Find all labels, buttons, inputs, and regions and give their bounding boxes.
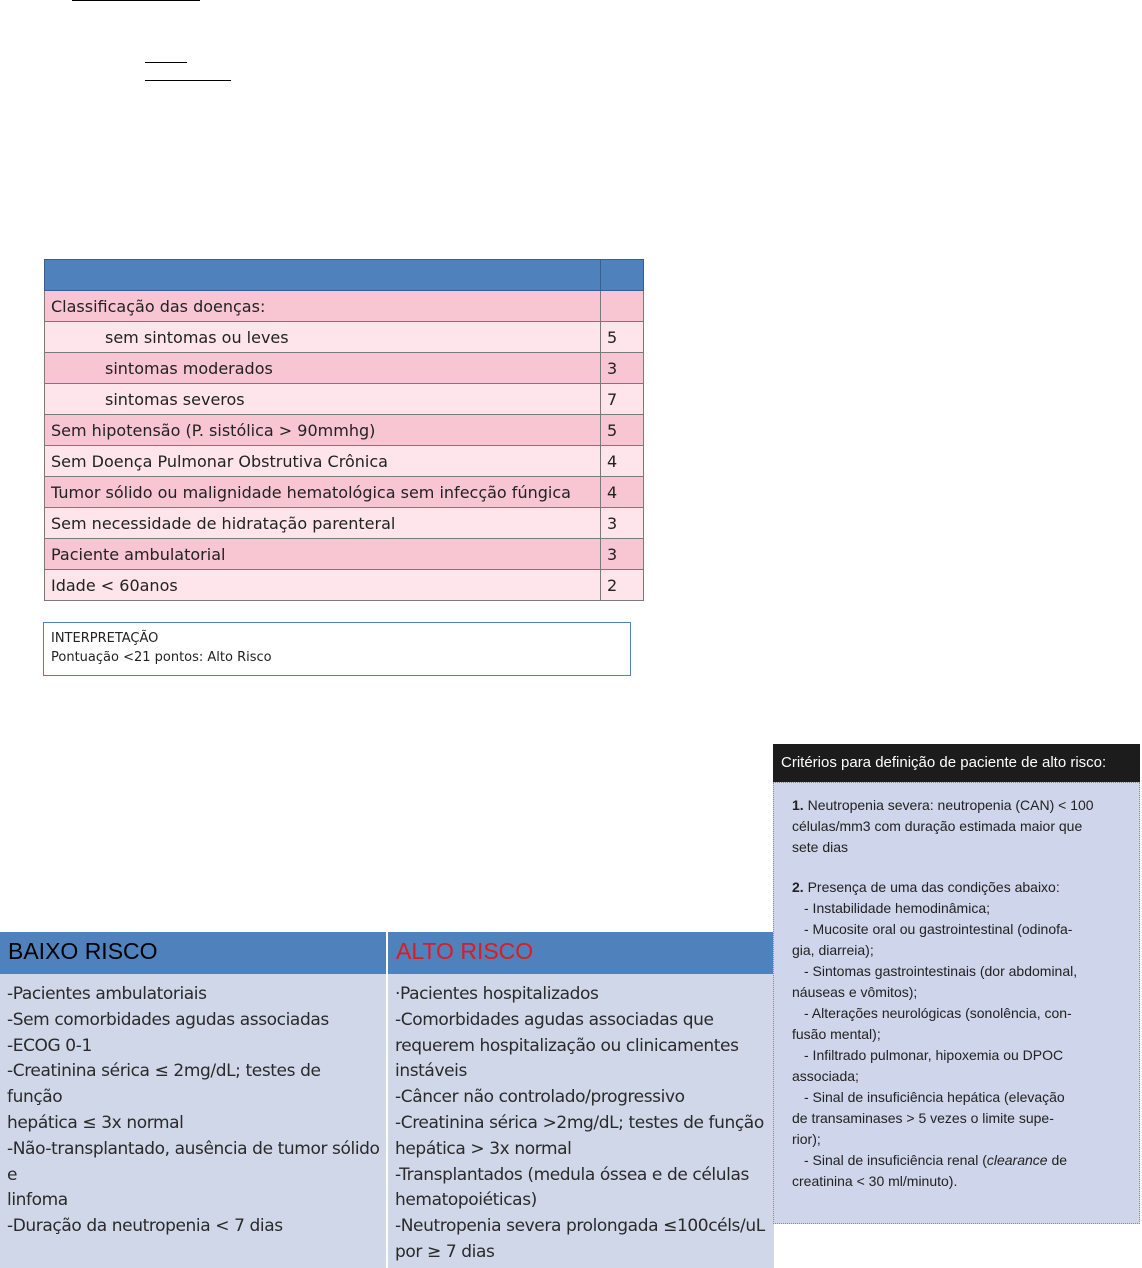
score-row-label: Idade < 60anos	[45, 570, 601, 601]
score-row-value: 5	[601, 322, 644, 353]
score-row	[45, 384, 644, 415]
heading-underline-1	[72, 0, 200, 1]
high-risk-list	[388, 974, 774, 1266]
score-row-value: 4	[601, 477, 644, 508]
criteria-line: gia, diarreia);	[792, 942, 874, 958]
score-row-value	[601, 291, 644, 322]
criteria-line: creatinina < 30 ml/minuto).	[792, 1173, 958, 1189]
risk-list-item: -Não-transplantado, ausência de tumor sólido e	[7, 1138, 380, 1185]
score-row	[45, 415, 644, 446]
risk-list-item: hematopoiéticas)	[395, 1190, 537, 1211]
score-row-label: sintomas severos	[45, 384, 601, 415]
risk-comparison-table	[0, 932, 774, 1268]
score-table-header	[45, 260, 644, 291]
score-row-label: Sem hipotensão (P. sistólica > 90mmhg)	[45, 415, 601, 446]
low-risk-title: BAIXO RISCO	[8, 938, 158, 964]
risk-list-item: -Câncer não controlado/progressivo	[395, 1087, 685, 1108]
low-risk-list	[0, 974, 386, 1240]
low-risk-column	[0, 974, 386, 1268]
interpretation-text: Pontuação <21 pontos: Alto Risco	[51, 650, 272, 665]
risk-list-item: -Creatinina sérica >2mg/dL; testes de função	[395, 1112, 764, 1133]
score-row-value: 3	[601, 353, 644, 384]
risk-list-item: hepática ≤ 3x normal	[7, 1112, 184, 1133]
risk-list-item: -Neutropenia severa prolongada ≤100céls/uL	[395, 1216, 765, 1237]
low-risk-header	[0, 932, 386, 974]
criteria-title: Critérios para definição de paciente de alto risco:	[773, 744, 1140, 782]
risk-list-item: ·Pacientes hospitalizados	[395, 984, 599, 1004]
score-row-label: Sem Doença Pulmonar Obstrutiva Crônica	[45, 446, 601, 477]
score-row	[45, 291, 644, 322]
score-row	[45, 353, 644, 384]
score-row-label: Sem necessidade de hidratação parenteral	[45, 508, 601, 539]
high-risk-header	[388, 932, 774, 974]
score-row-label: sintomas moderados	[45, 353, 601, 384]
criteria-body	[773, 782, 1140, 1224]
risk-list-item: hepática > 3x normal	[395, 1138, 572, 1159]
risk-list-item: -Creatinina sérica ≤ 2mg/dL; testes de função	[7, 1061, 321, 1108]
criteria-line: associada;	[792, 1068, 859, 1084]
clearance-term: clearance	[986, 1152, 1048, 1168]
criteria-line: rior);	[792, 1131, 821, 1147]
score-row	[45, 446, 644, 477]
score-row	[45, 322, 644, 353]
criteria-line: células/mm3 com duração estimada maior que	[792, 818, 1083, 834]
risk-list-item: -ECOG 0-1	[7, 1035, 92, 1056]
score-row-label: Paciente ambulatorial	[45, 539, 601, 570]
score-row	[45, 477, 644, 508]
risk-list-item: -Duração da neutropenia < 7 dias	[7, 1216, 283, 1237]
high-risk-title: ALTO RISCO	[396, 938, 534, 964]
interpretation-box	[43, 622, 631, 676]
score-row-value: 3	[601, 508, 644, 539]
criteria-line: de transaminases > 5 vezes o limite supe-	[792, 1110, 1054, 1126]
high-risk-column	[388, 974, 774, 1268]
risk-list-item: instáveis	[395, 1061, 467, 1082]
score-table	[44, 259, 644, 601]
risk-list-item: -Transplantados (medula óssea e de células	[395, 1164, 749, 1185]
criteria-line: - Sintomas gastrointestinais (dor abdominal,	[804, 963, 1078, 979]
criteria-item-2-intro: Presença de uma das condições abaixo:	[807, 879, 1060, 895]
criteria-line: Neutropenia severa: neutropenia (CAN) < 100	[807, 797, 1094, 813]
criteria-item-1-number: 1.	[792, 797, 804, 813]
criteria-item-1	[792, 795, 1131, 858]
score-row-value: 5	[601, 415, 644, 446]
interpretation-title: INTERPRETAÇÃO	[51, 631, 159, 646]
score-row-label: sem sintomas ou leves	[45, 322, 601, 353]
criteria-item-1-text	[792, 797, 1094, 855]
criteria-line: fusão mental);	[792, 1026, 881, 1042]
criteria-line: sete dias	[792, 839, 849, 855]
risk-list-item: requerem hospitalização ou clinicamentes	[395, 1035, 739, 1056]
risk-list-item: por ≥ 7 dias	[395, 1241, 495, 1262]
criteria-line: náuseas e vômitos);	[792, 984, 918, 1000]
score-row-label: Tumor sólido ou malignidade hematológica sem infecção fúngica	[45, 477, 601, 508]
criteria-item-2-list	[792, 898, 1131, 1192]
score-row	[45, 570, 644, 601]
heading-underline-3	[145, 80, 231, 81]
criteria-line: - Mucosite oral ou gastrointestinal (odinofa-	[804, 921, 1073, 937]
risk-list-item: -Sem comorbidades agudas associadas	[7, 1009, 329, 1030]
risk-list-item: linfoma	[7, 1190, 68, 1211]
criteria-item-2-number: 2.	[792, 879, 804, 895]
score-row-value: 4	[601, 446, 644, 477]
heading-underline-2	[145, 62, 187, 63]
score-row-value: 3	[601, 539, 644, 570]
high-risk-criteria-box	[773, 744, 1140, 1224]
criteria-line: - Instabilidade hemodinâmica;	[804, 900, 990, 916]
criteria-line: - Sinal de insuficiência renal (clearance de	[804, 1152, 1068, 1168]
score-row-value: 2	[601, 570, 644, 601]
risk-list-item: -Comorbidades agudas associadas que	[395, 1009, 714, 1030]
criteria-line: - Alterações neurológicas (sonolência, con-	[804, 1005, 1072, 1021]
criteria-line: - Infiltrado pulmonar, hipoxemia ou DPOC	[804, 1047, 1064, 1063]
score-row	[45, 508, 644, 539]
criteria-line: - Sinal de insuficiência hepática (elevação	[804, 1089, 1065, 1105]
criteria-item-2	[792, 877, 1131, 1192]
score-row-label: Classificação das doenças:	[45, 291, 601, 322]
score-row-value: 7	[601, 384, 644, 415]
risk-list-item: -Pacientes ambulatoriais	[7, 984, 207, 1004]
score-row	[45, 539, 644, 570]
